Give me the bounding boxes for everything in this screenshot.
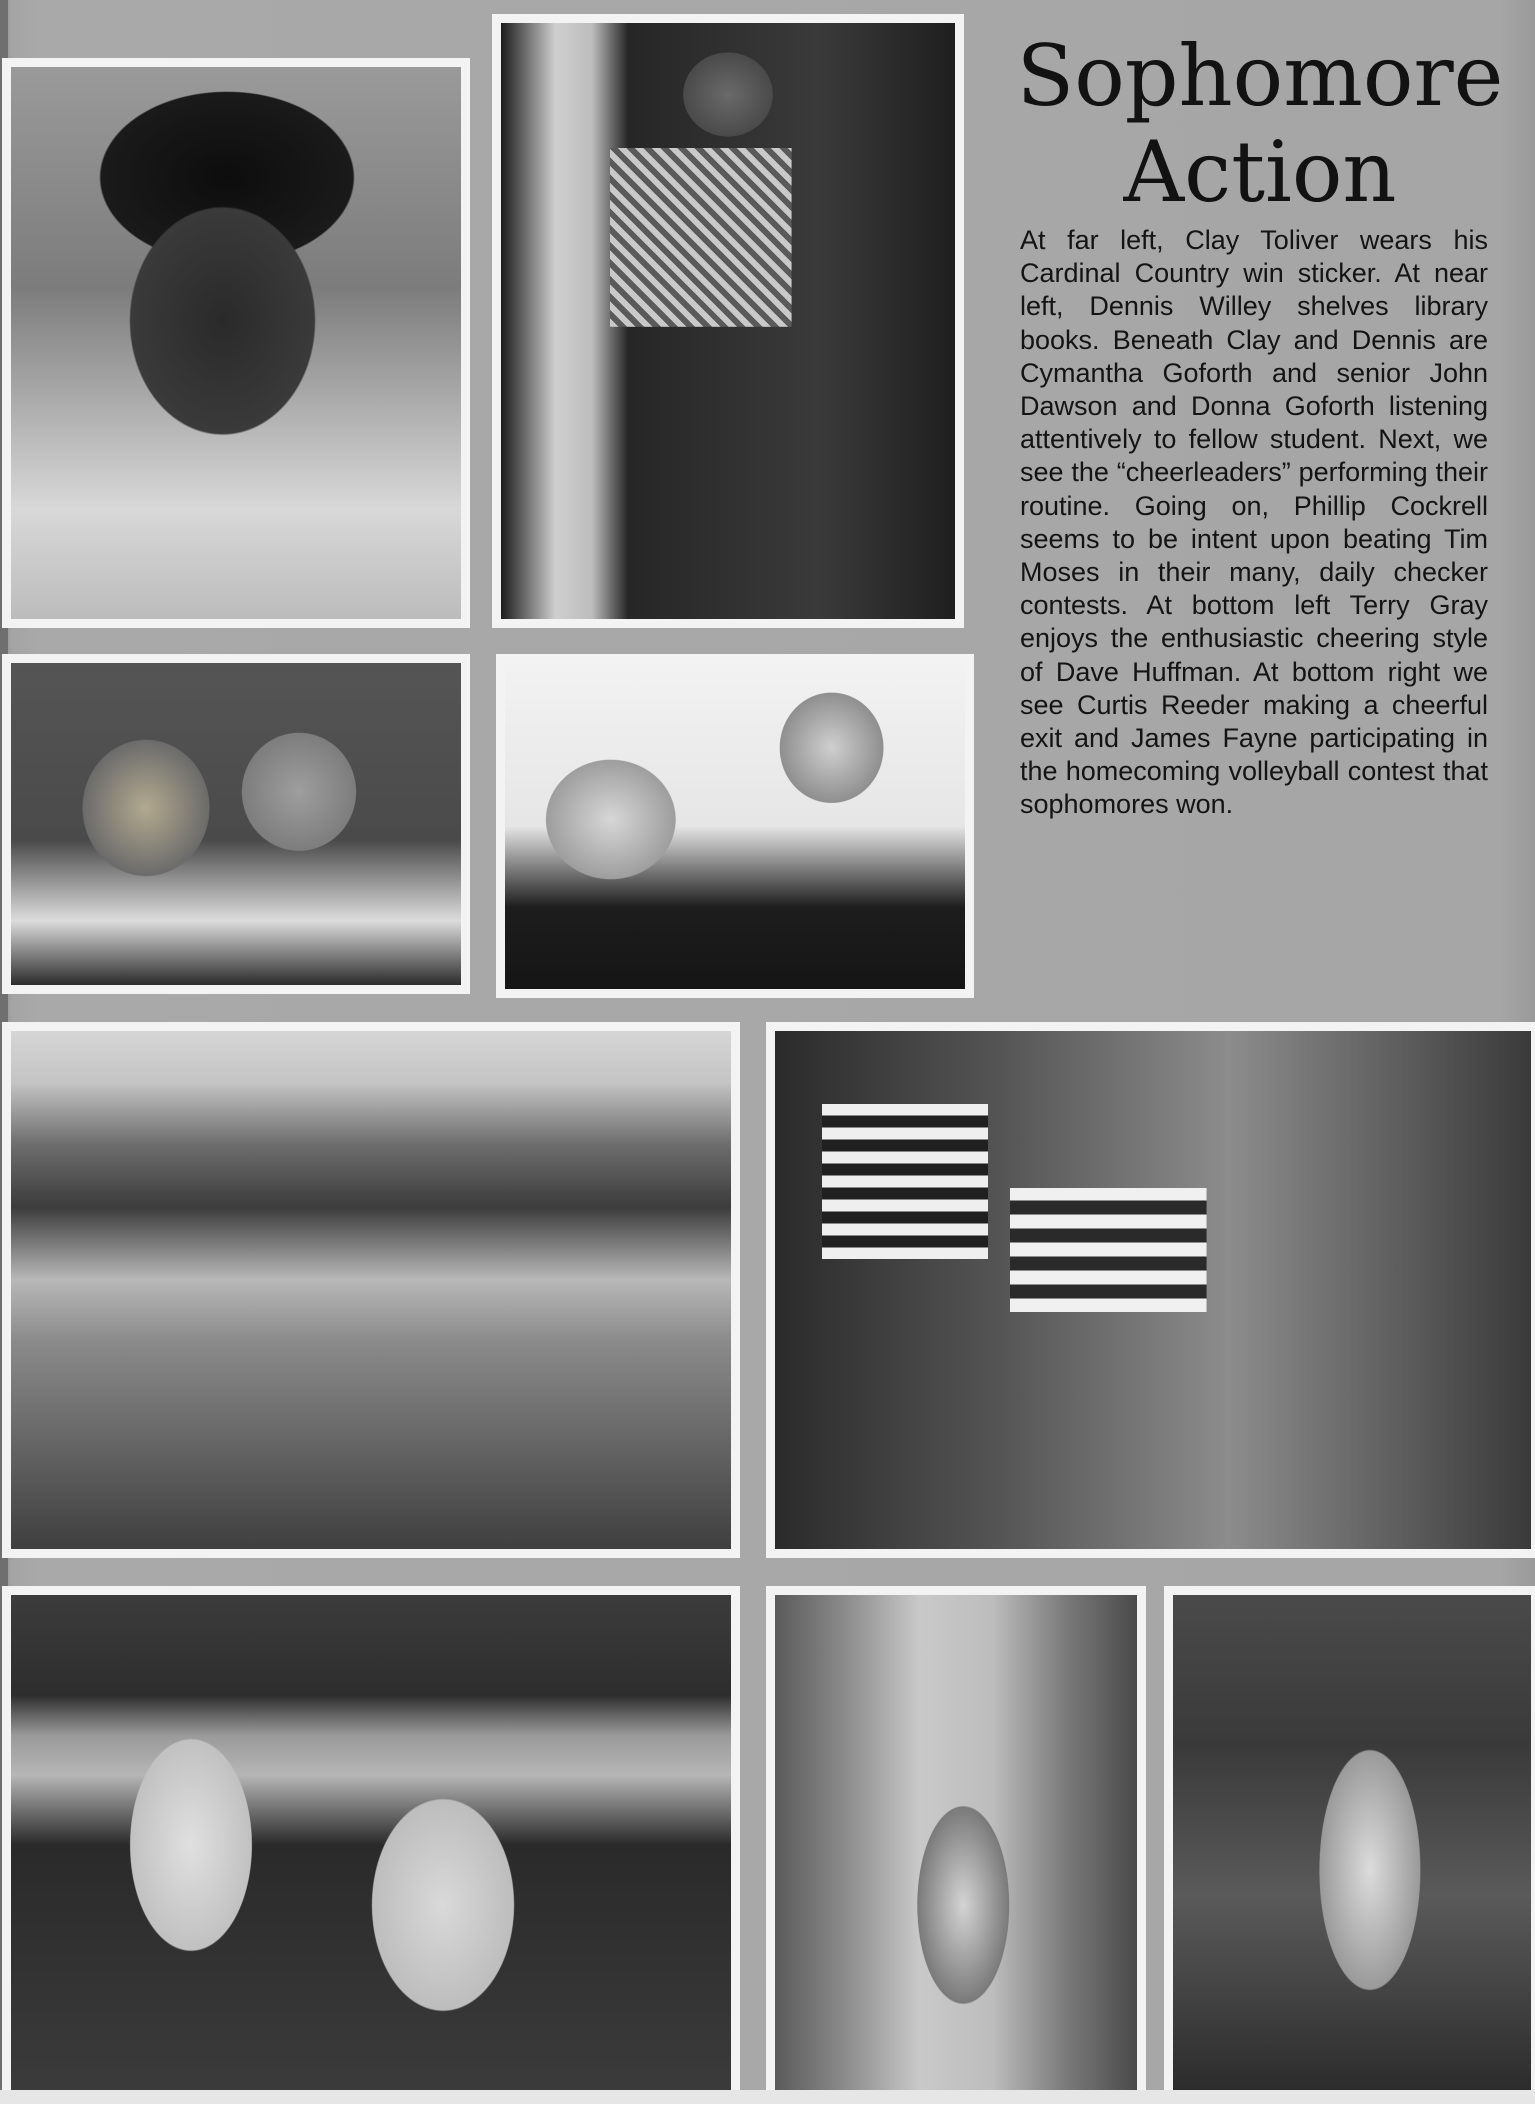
photo-checker-contest xyxy=(766,1022,1535,1558)
headline-line-1: Sophomore xyxy=(1016,27,1504,125)
photo-portrait-clay-toliver xyxy=(2,58,470,628)
photo-dennis-willey-library xyxy=(492,14,964,628)
photo-goforth-dawson-conversation xyxy=(2,654,470,994)
photo-caption: At far left, Clay Toliver wears his Cardinal Country win sticker. At near left, Dennis Willey shelves library books. Beneath Clay and Dennis are Cymantha Goforth and senior John Dawson and Donna Goforth listening attentively to fellow student. Next, we see the “cheerleaders” performing their routine. Going on, Phillip Cockrell seems to be intent upon beating Tim Moses in their many, daily checker contests. At bottom left Terry Gray enjoys the enthusiastic cheering style of Dave Huffman. At bottom right we see Curtis Reeder making a cheerful exit and James Fayne participating in the homecoming volleyball contest that sophomores won. xyxy=(1020,225,1488,820)
photo-donna-goforth-listening xyxy=(496,654,974,998)
photo-james-fayne-volleyball xyxy=(1164,1586,1535,2104)
photo-curtis-reeder-exit xyxy=(766,1586,1146,2104)
photo-cheerleaders-routine xyxy=(2,1022,740,1558)
page-bottom-edge xyxy=(0,2090,1535,2104)
page-headline xyxy=(990,28,1530,220)
photo-terry-gray-dave-huffman xyxy=(2,1586,740,2104)
headline-line-2: Action xyxy=(1123,123,1397,221)
